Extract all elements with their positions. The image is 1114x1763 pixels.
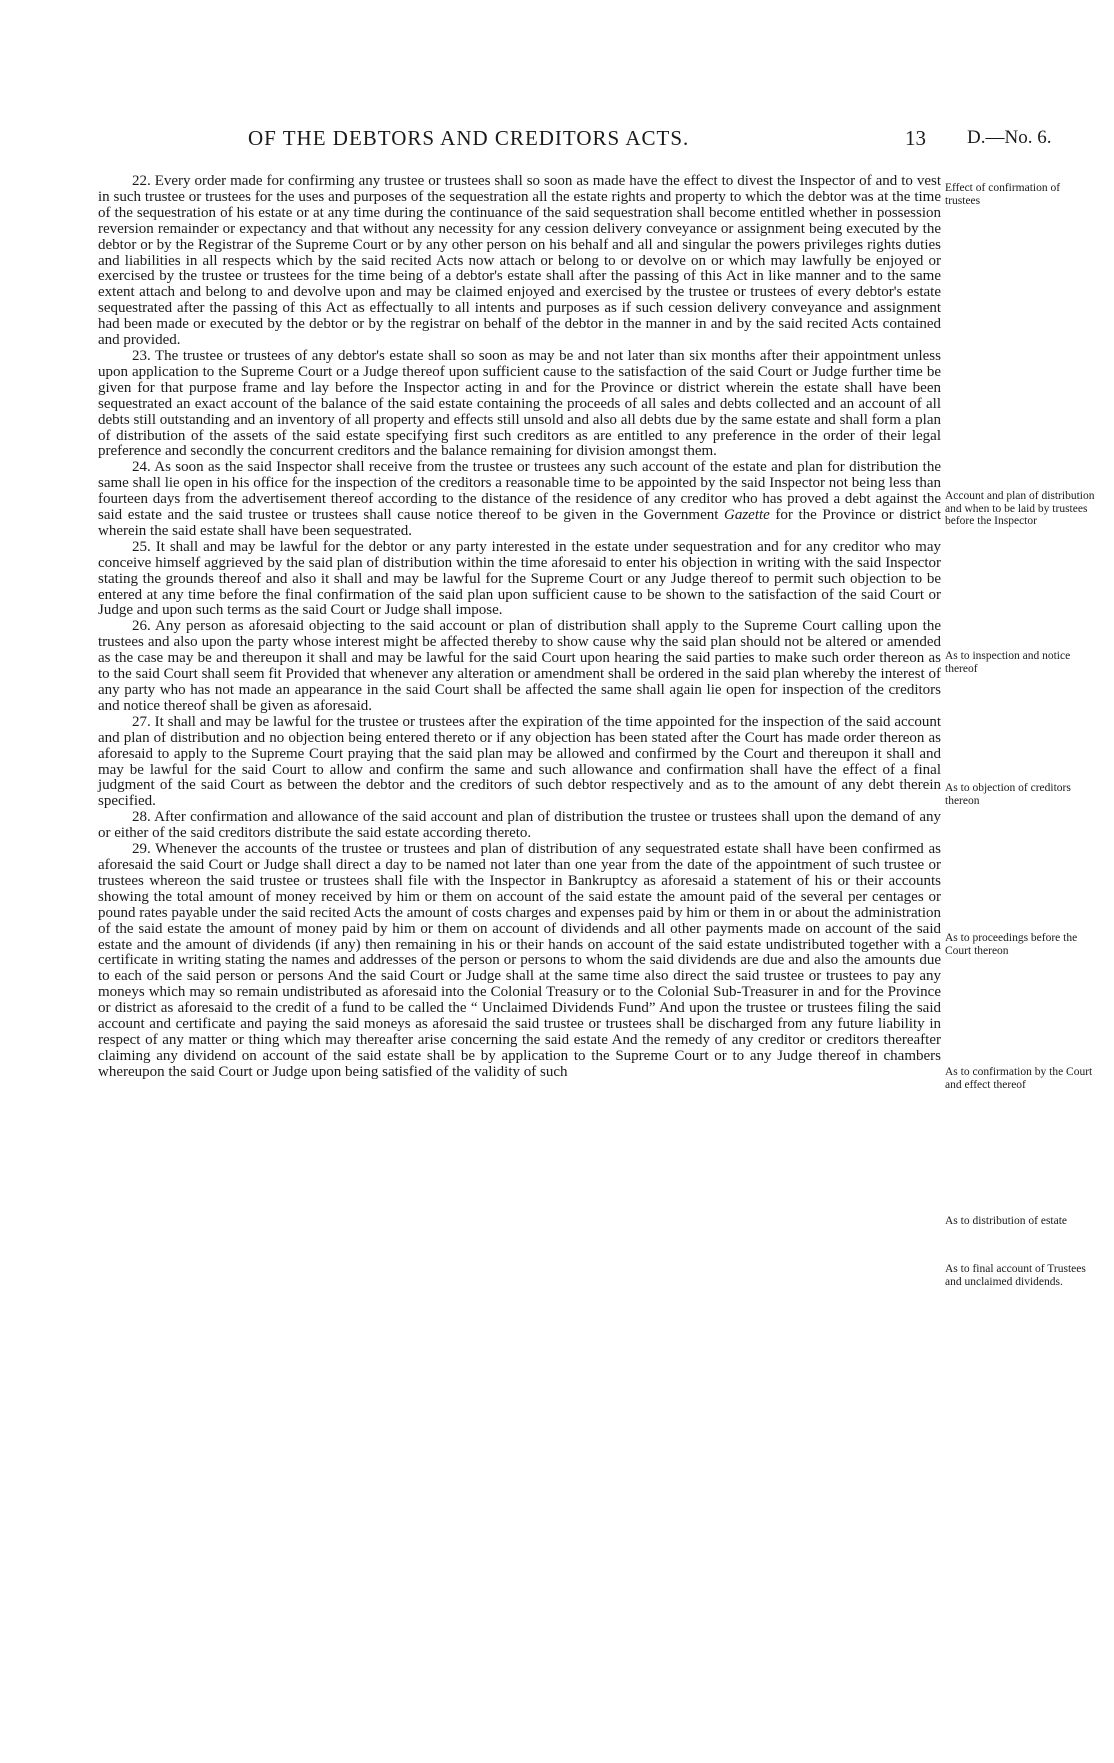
section-22: 22. Every order made for confirming any trustee or trustees shall so soon as made have the effect to divest the Inspector of and to vest in such trustee or trustees for the uses and purposes of the sequestration all the estate rights and property to which the debtor was at the time of the sequestration of his estate or at any time during the continuance of the said sequestration shall become entitled whether in possession reversion remainder or expectancy and that without any necessity for any cession delivery conveyance or assignment being executed by the debtor or by the Registrar of the Supreme Court or by any other person on his behalf and all and singular the powers privileges rights duties and liabilities in all respects which by the said recited Acts now attach or belong to or devolve on or which may lawfully be enjoyed or exercised by the trustee or trustees for the time being of a debtor's estate shall after the passing of this Act in like manner and to the same extent attach and belong to and devolve upon and may be claimed enjoyed and exercised by the trustee or trustees of every debtor's estate sequestrated after the passing of this Act as effectually to all intents and purposes as if such cession delivery conveyance and assignment had been made or executed by the debtor or by the registrar on behalf of the debtor in the manner in and by the said recited Acts contained and provided.: [98, 173, 941, 349]
running-header: [0, 126, 1114, 156]
section-27: 27. It shall and may be lawful for the trustee or trustees after the expiration of the time appointed for the inspection of the said account and plan of distribution and no objection being entered thereto or if any objection has been stated after the Court has made order thereon as aforesaid to apply to the Supreme Court praying that the said plan may be allowed and confirmed by the Court and thereupon it shall and may be lawful for the said Court to allow and confirm the same and such allowance and confirmation shall have the effect of a final judgment of the said Court as between the debtor and the creditors of such debtor respectively and as to the amount of any debt therein specified.: [98, 713, 941, 810]
margin-note-24: As to inspection and notice thereof: [945, 650, 1071, 675]
body-text: [98, 174, 941, 1081]
margin-note-26: As to proceedings before the Court thereon: [945, 932, 1078, 957]
section-26: 26. Any person as aforesaid objecting to the said account or plan of distribution shall apply to the Supreme Court calling upon the trustees and also upon the party whose interest might be affected thereby to show cause why the said plan should not be altered or amended as the case may be and thereupon it shall and may be lawful for the said Court upon hearing the said parties to make such order thereon as to the said Court shall seem fit Provided that whenever any alteration or amendment shall be ordered in the said plan whereby the interest of any party who has not made an appearance in the said Court shall be affected the same shall again lie open for inspection of the creditors and notice thereof shall be given as aforesaid.: [98, 618, 941, 714]
section-28: 28. After confirmation and allowance of the said account and plan of distribution the trustee or trustees shall upon the demand of any or either of the said creditors distribute the said estate according thereto.: [98, 809, 941, 842]
margin-note-25: As to objection of creditors thereon: [945, 782, 1071, 807]
section-25: 25. It shall and may be lawful for the debtor or any party interested in the estate under sequestration and for any creditor who may conceive himself aggrieved by the said plan of distribution within the time aforesaid to enter his objection in writing with the said Inspector stating the grounds thereof and also it shall and may be lawful for the Supreme Court or any Judge thereof to permit such objection to be entered at any time before the final confirmation of the said plan upon sufficient cause to be shown to the satisfaction of the said Court or Judge and upon such terms as the said Court or Judge shall impose.: [98, 538, 941, 619]
section-23: 23. The trustee or trustees of any debtor's estate shall so soon as may be and not later than six months after their appointment unless upon application to the Supreme Court or a Judge thereof upon sufficient cause to the satisfaction of the said Court or Judge further time be given for that purpose frame and lay before the Inspector acting in and for the Province or district wherein the estate shall have been sequestrated an exact account of the balance of the said estate containing the proceeds of all sales and debts collected and an account of all debts still outstanding and an inventory of all property and effects still unsold and also all debts due by the same estate and shall form a plan of distribution of the assets of the said estate specifying first such creditors as are entitled to any preference in the order of their legal preference and secondly the concurrent creditors and the balance remaining for division amongst them.: [98, 347, 941, 460]
margin-note-22: Effect of confirmation of trustees: [945, 182, 1061, 207]
margin-note-23: Account and plan of distribution and when to be laid by trustees before the Inspector: [945, 490, 1095, 527]
section-24-text-b: for the Province or district wherein the said estate shall have been sequestrated.: [98, 507, 941, 539]
margin-note-29: As to final account of Trustees and unclaimed dividends.: [945, 1263, 1086, 1288]
margin-note-27: As to confirmation by the Court and effect thereof: [945, 1066, 1093, 1091]
section-29: 29. Whenever the accounts of the trustee or trustees and plan of distribution of any sequestrated estate shall have been confirmed as aforesaid the said Court or Judge shall direct a day to be named not later than one year from the date of the appointment of such trustee or trustees whereon the said trustee or trustees shall file with the Inspector in Bankruptcy as aforesaid a statement of his or their accounts showing the total amount of money received by him or them on account of the said estate the amount paid of the several per centages or pound rates payable under the said recited Acts the amount of costs charges and expenses paid by him or them in or about the administration of the said estate the amount of money paid by him or them on account of dividends and all other payments made on account of the said estate and the amount of dividends (if any) then remaining in his or their hands on account of the said estate undistributed together with a certificate in writing stating the names and addresses of the person or persons to whom the said dividends are due and also the amounts due to each of the said person or persons And the said Court or Judge shall at the same time also direct the said trustee or trustees to pay any moneys which may so remain undistributed as aforesaid into the Colonial Treasury or to the Colonial Sub-Treasurer in and for the Province or district as aforesaid to the credit of a fund to be called the “ Unclaimed Dividends Fund” And upon the trustee or trustees filing the said account and certificate and paying the said moneys as aforesaid the said trustee or trustees shall be discharged from any future liability in respect of any matter or thing which may thereafter arise concerning the said estate And the remedy of any creditor or creditors thereafter claiming any dividend on account of the said estate shall be by application to the Supreme Court or to any Judge thereof in chambers whereupon the said Court or Judge upon being satisfied of the validity of such: [98, 841, 941, 1080]
section-24-text-a: 24. As soon as the said Inspector shall receive from the trustee or trustees any such account of the estate and plan for distribution the same shall lie open in his office for the inspection of the creditors a reasonable time to be appointed by the said Inspector not being less than fourteen days from the advertisement thereof according to the distance of the residence of any creditor who has proved a debt against the said estate and the said trustee or trustees shall cause notice thereof to be given in the Government: [98, 459, 941, 524]
page-title: OF THE DEBTORS AND CREDITORS ACTS.: [248, 126, 690, 150]
page-number: 13: [905, 126, 926, 150]
section-24-gazette: Gazette: [724, 507, 770, 524]
document-reference: D.—No. 6.: [967, 127, 1052, 148]
section-24: [98, 460, 941, 540]
margin-note-28: As to distribution of estate: [945, 1215, 1068, 1227]
